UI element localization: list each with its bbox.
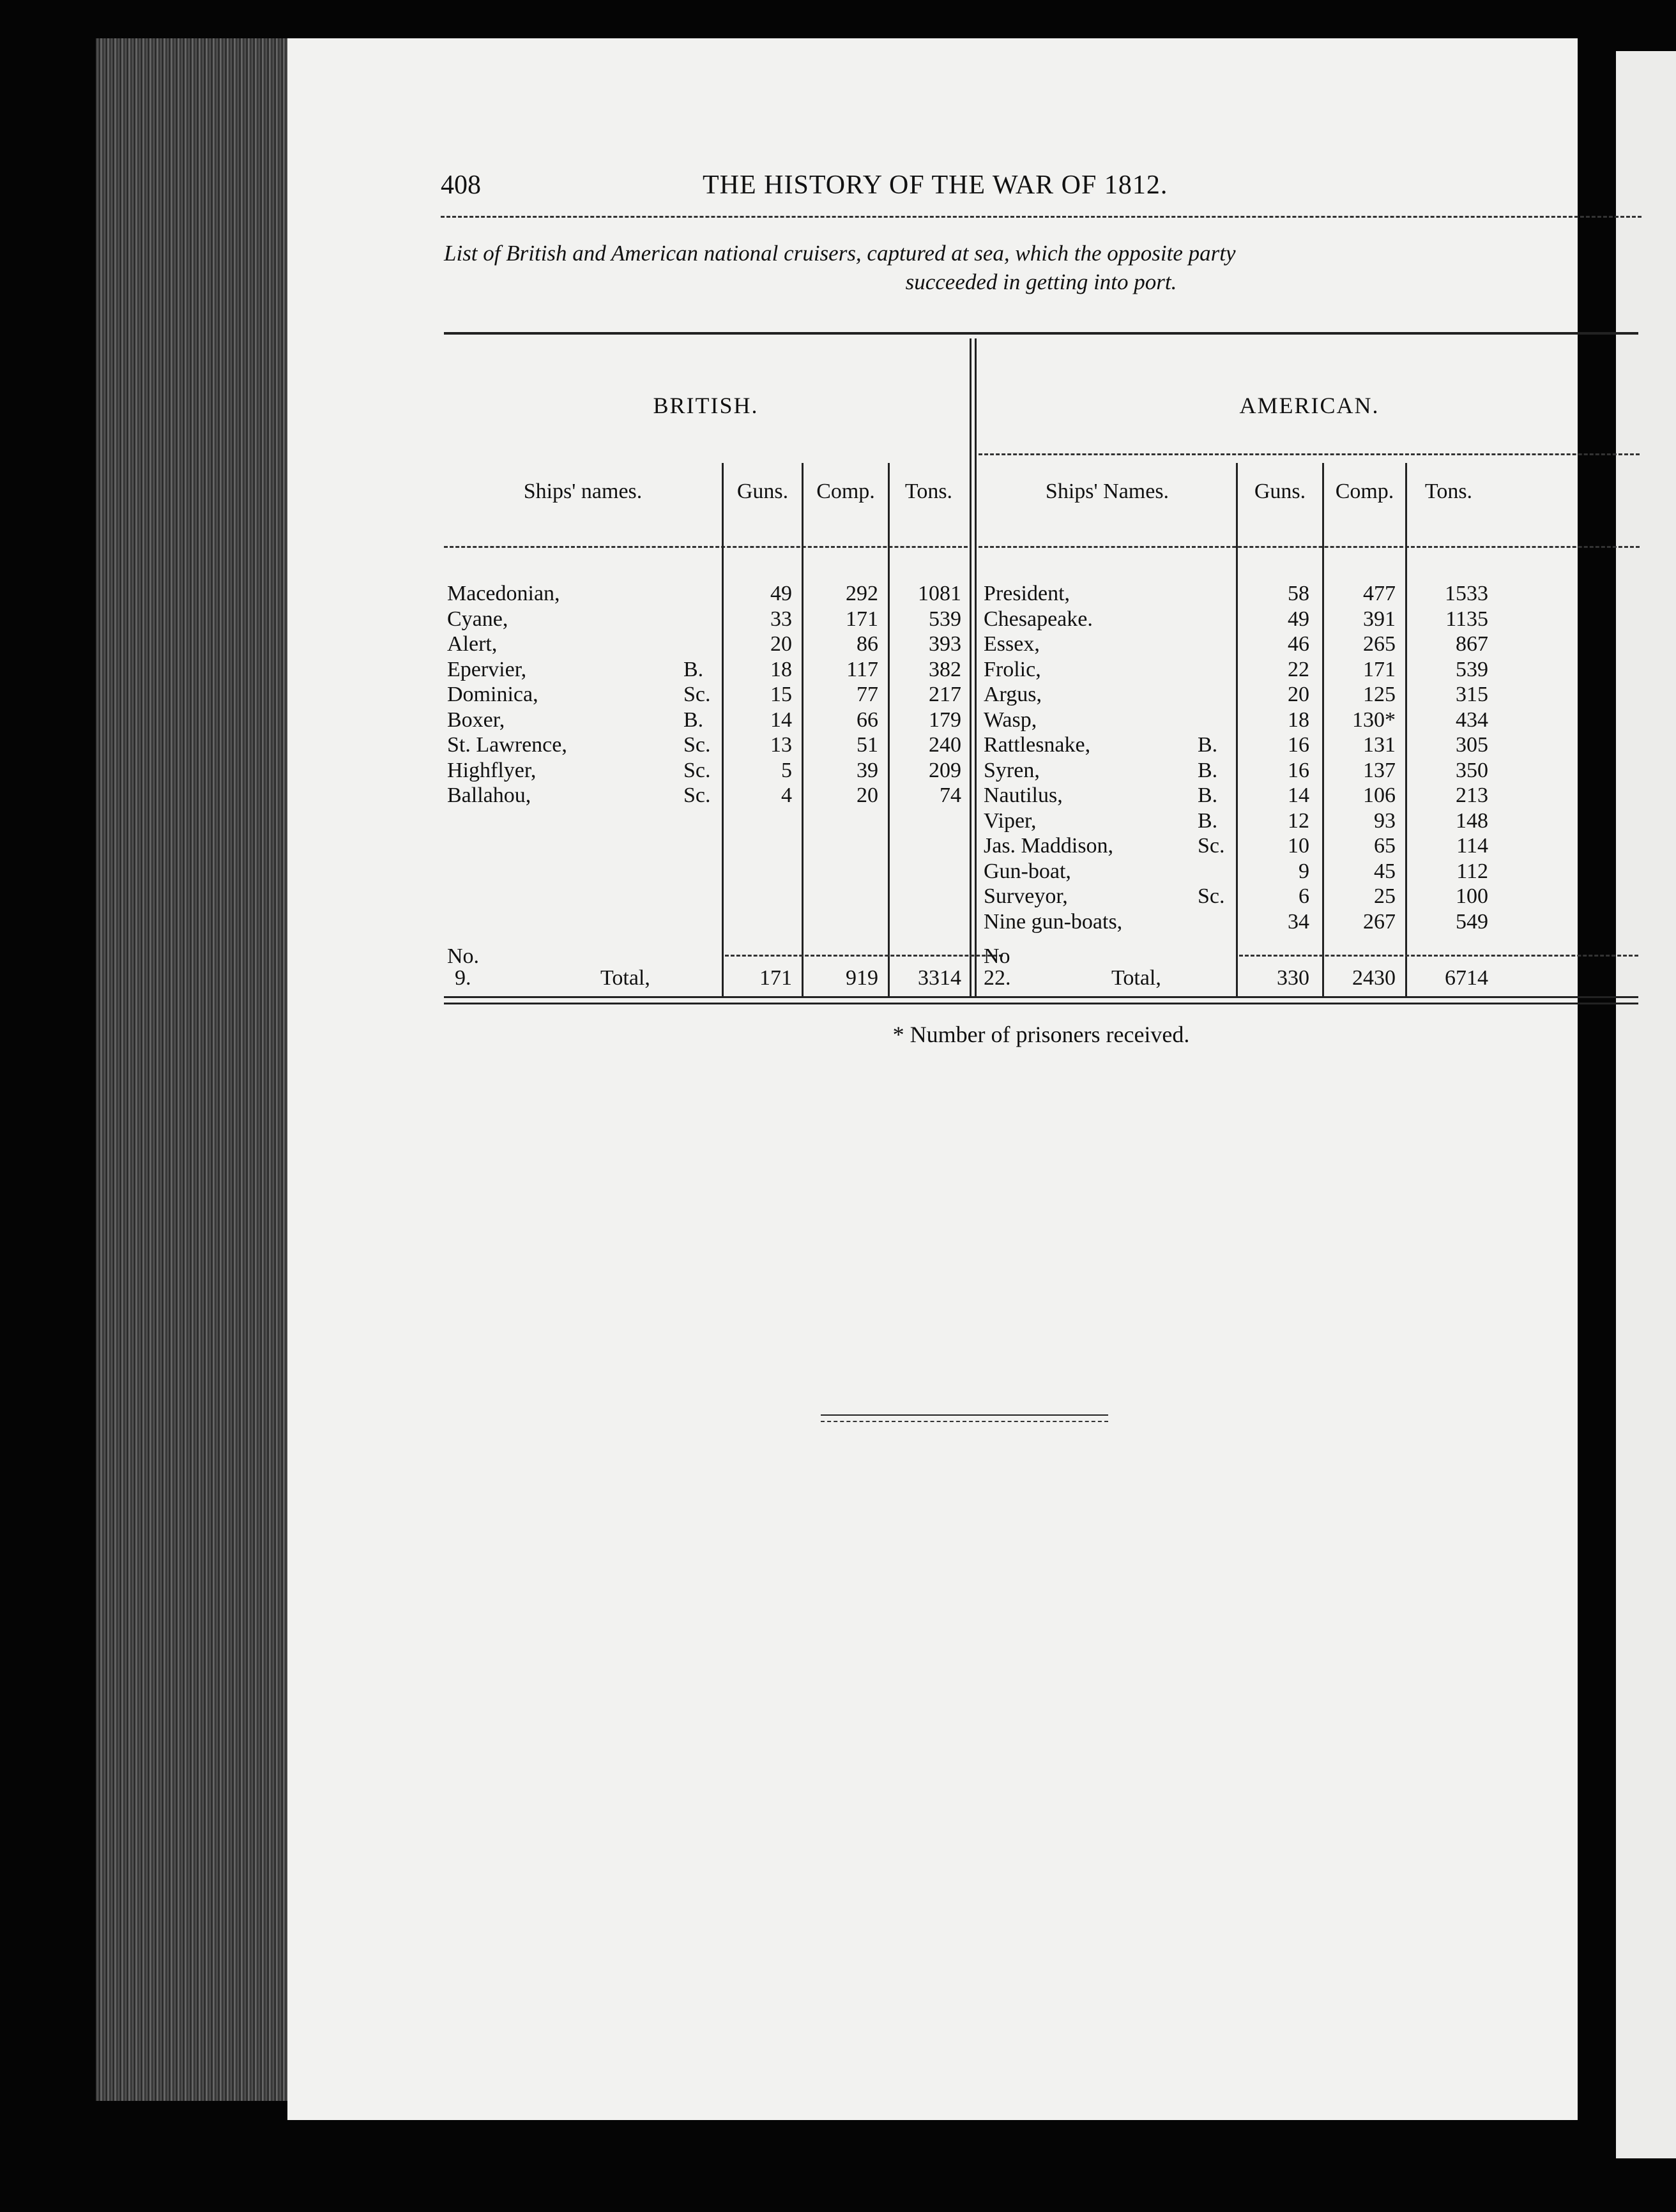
american-total-tons: 6714 <box>1445 966 1488 990</box>
footnote: * Number of prisoners received. <box>892 1022 1190 1047</box>
american-cell-type: B. <box>1198 758 1218 782</box>
british-cell-tons: 74 <box>940 784 961 807</box>
running-title: THE HISTORY OF THE WAR OF 1812. <box>703 170 1168 200</box>
british-cell-comp: 117 <box>846 657 878 681</box>
american-cell-guns: 49 <box>1288 607 1309 631</box>
british-total-guns: 171 <box>759 966 792 990</box>
british-total-comp: 919 <box>846 966 878 990</box>
british-cell-comp: 20 <box>857 784 878 807</box>
british-total-label: Total, <box>600 966 650 990</box>
american-cell-guns: 20 <box>1288 683 1309 706</box>
british-cell-type: Sc. <box>683 733 711 757</box>
american-cell-comp: 171 <box>1363 657 1396 681</box>
british-cell-comp: 171 <box>846 607 878 631</box>
american-cell-comp: 477 <box>1363 582 1396 605</box>
british-cell-name: Boxer, <box>447 708 505 732</box>
american-column-header-ships-name: Ships' Names. <box>1045 480 1169 503</box>
table-divider-2 <box>975 338 977 996</box>
british-cell-tons: 1081 <box>918 582 961 605</box>
british-cell-tons: 217 <box>929 683 961 706</box>
american-no-label: No <box>984 944 1010 968</box>
american-cell-tons: 434 <box>1456 708 1488 732</box>
american-cell-tons: 148 <box>1456 808 1488 833</box>
american-cell-name: Nautilus, <box>984 784 1063 807</box>
american-cell-name: Chesapeake. <box>984 607 1093 631</box>
section-separator-top <box>821 1414 1108 1416</box>
american-cell-comp: 106 <box>1363 784 1396 807</box>
american-total-guns: 330 <box>1277 966 1309 990</box>
british-cell-tons: 179 <box>929 708 961 732</box>
american-cell-tons: 112 <box>1456 859 1488 883</box>
american-cell-guns: 6 <box>1299 884 1309 908</box>
british-cell-type: Sc. <box>683 683 711 706</box>
american-cell-guns: 10 <box>1288 834 1309 858</box>
american-cell-name: Essex, <box>984 632 1040 656</box>
british-cell-tons: 382 <box>929 657 961 681</box>
british-cell-type: B. <box>683 708 704 732</box>
american-cell-name: Rattlesnake, <box>984 733 1091 757</box>
american-cell-name: Surveyor, <box>984 884 1068 908</box>
british-cell-guns: 4 <box>781 784 792 807</box>
british-cell-guns: 18 <box>770 657 792 681</box>
american-cell-tons: 315 <box>1456 683 1488 706</box>
american-cell-tons: 114 <box>1456 834 1488 858</box>
american-cell-comp: 137 <box>1363 758 1396 782</box>
british-cell-comp: 77 <box>857 683 878 706</box>
table-divider-1 <box>970 338 971 996</box>
american-cell-comp: 391 <box>1363 607 1396 631</box>
british-cell-name: Highflyer, <box>447 758 537 782</box>
british-cell-type: B. <box>683 657 704 681</box>
british-cell-comp: 51 <box>857 733 878 757</box>
american-cell-comp: 131 <box>1363 733 1396 757</box>
american-col-rule-guns <box>1236 463 1238 996</box>
british-total-tons: 3314 <box>918 966 961 990</box>
british-cell-guns: 13 <box>770 733 792 757</box>
british-cell-guns: 5 <box>781 758 792 782</box>
american-cell-name: Wasp, <box>984 708 1037 732</box>
british-sum-rule <box>725 955 1003 957</box>
table-bottom-rule-2 <box>444 1003 1638 1004</box>
book-page-edges <box>96 38 287 2101</box>
american-cell-type: Sc. <box>1198 884 1225 908</box>
facing-page-edge <box>1616 51 1676 2158</box>
table-caption-line-1: List of British and American national cruisers, captured at sea, which the opposite party <box>444 241 1236 266</box>
american-total-label: Total, <box>1111 966 1161 990</box>
british-column-header-ships-name: Ships' names. <box>523 480 643 503</box>
american-count: 22. <box>984 966 1011 990</box>
table-top-rule <box>444 332 1638 335</box>
british-col-rule-tons <box>888 463 890 996</box>
british-no-label: No. <box>447 944 480 968</box>
american-column-header-comp: Comp. <box>1335 480 1394 503</box>
american-cell-type: B. <box>1198 808 1218 833</box>
american-cell-guns: 58 <box>1288 582 1309 605</box>
american-sum-rule <box>1239 955 1638 957</box>
british-cell-guns: 15 <box>770 683 792 706</box>
american-cell-name: Frolic, <box>984 657 1041 681</box>
american-col-rule-comp <box>1322 463 1324 996</box>
american-cell-type: B. <box>1198 733 1218 757</box>
british-heading: BRITISH. <box>653 393 759 418</box>
american-cell-name: President, <box>984 582 1070 605</box>
british-cell-name: Ballahou, <box>447 784 531 807</box>
british-count: 9. <box>455 966 471 990</box>
american-header-rule <box>979 546 1640 548</box>
american-cell-tons: 305 <box>1456 733 1488 757</box>
british-cell-name: Cyane, <box>447 607 508 631</box>
british-cell-guns: 33 <box>770 607 792 631</box>
american-cell-tons: 1533 <box>1445 582 1488 605</box>
american-cell-comp: 65 <box>1374 834 1396 858</box>
american-cell-guns: 12 <box>1288 808 1309 833</box>
table-caption-line-2: succeeded in getting into port. <box>905 269 1177 294</box>
american-cell-comp: 130* <box>1352 708 1396 732</box>
american-cell-comp: 125 <box>1363 683 1396 706</box>
american-cell-tons: 867 <box>1456 632 1488 656</box>
british-cell-type: Sc. <box>683 758 711 782</box>
british-cell-guns: 20 <box>770 632 792 656</box>
american-cell-guns: 14 <box>1288 784 1309 807</box>
british-cell-type: Sc. <box>683 784 711 807</box>
american-cell-type: Sc. <box>1198 834 1225 858</box>
american-heading: AMERICAN. <box>1239 393 1380 418</box>
american-cell-tons: 100 <box>1456 884 1488 908</box>
british-cell-comp: 292 <box>846 582 878 605</box>
british-cell-guns: 14 <box>770 708 792 732</box>
british-column-header-comp: Comp. <box>816 480 875 503</box>
american-cell-guns: 9 <box>1299 859 1309 883</box>
american-cell-guns: 34 <box>1288 909 1309 934</box>
book-page <box>287 38 1578 2120</box>
american-cell-comp: 25 <box>1374 884 1396 908</box>
american-cell-comp: 265 <box>1363 632 1396 656</box>
american-col-rule-tons <box>1405 463 1407 996</box>
british-col-rule-comp <box>802 463 804 996</box>
american-cell-tons: 549 <box>1456 909 1488 934</box>
american-cell-name: Syren, <box>984 758 1040 782</box>
american-cell-guns: 46 <box>1288 632 1309 656</box>
header-rule <box>441 216 1642 218</box>
american-cell-guns: 18 <box>1288 708 1309 732</box>
american-cell-tons: 539 <box>1456 657 1488 681</box>
british-cell-name: St. Lawrence, <box>447 733 567 757</box>
american-cell-name: Gun-boat, <box>984 859 1071 883</box>
section-separator-bottom <box>821 1421 1108 1422</box>
british-column-header-tons: Tons. <box>904 480 953 503</box>
american-heading-rule <box>979 453 1640 455</box>
table-bottom-rule-1 <box>444 996 1638 998</box>
british-cell-guns: 49 <box>770 582 792 605</box>
british-cell-name: Alert, <box>447 632 498 656</box>
british-cell-name: Epervier, <box>447 657 527 681</box>
british-column-header-guns: Guns. <box>736 480 789 503</box>
british-cell-comp: 66 <box>857 708 878 732</box>
american-column-header-guns: Guns. <box>1254 480 1306 503</box>
american-cell-name: Nine gun-boats, <box>984 909 1123 934</box>
british-cell-tons: 539 <box>929 607 961 631</box>
american-cell-tons: 213 <box>1456 784 1488 807</box>
american-cell-comp: 267 <box>1363 909 1396 934</box>
british-cell-tons: 240 <box>929 733 961 757</box>
american-cell-tons: 1135 <box>1445 607 1488 631</box>
american-cell-guns: 16 <box>1288 758 1309 782</box>
british-col-rule-guns <box>722 463 724 996</box>
american-cell-name: Argus, <box>984 683 1042 706</box>
american-column-header-tons: Tons. <box>1424 480 1473 503</box>
british-cell-comp: 86 <box>857 632 878 656</box>
british-cell-name: Macedonian, <box>447 582 560 605</box>
american-cell-tons: 350 <box>1456 758 1488 782</box>
page-number: 408 <box>441 170 481 200</box>
american-cell-type: B. <box>1198 784 1218 807</box>
british-cell-tons: 209 <box>929 758 961 782</box>
american-total-comp: 2430 <box>1352 966 1396 990</box>
american-cell-comp: 45 <box>1374 859 1396 883</box>
american-cell-guns: 16 <box>1288 733 1309 757</box>
american-cell-guns: 22 <box>1288 657 1309 681</box>
british-cell-name: Dominica, <box>447 683 538 706</box>
british-cell-comp: 39 <box>857 758 878 782</box>
american-cell-name: Viper, <box>984 808 1037 833</box>
british-cell-tons: 393 <box>929 632 961 656</box>
american-cell-name: Jas. Maddison, <box>984 834 1114 858</box>
american-cell-comp: 93 <box>1374 808 1396 833</box>
